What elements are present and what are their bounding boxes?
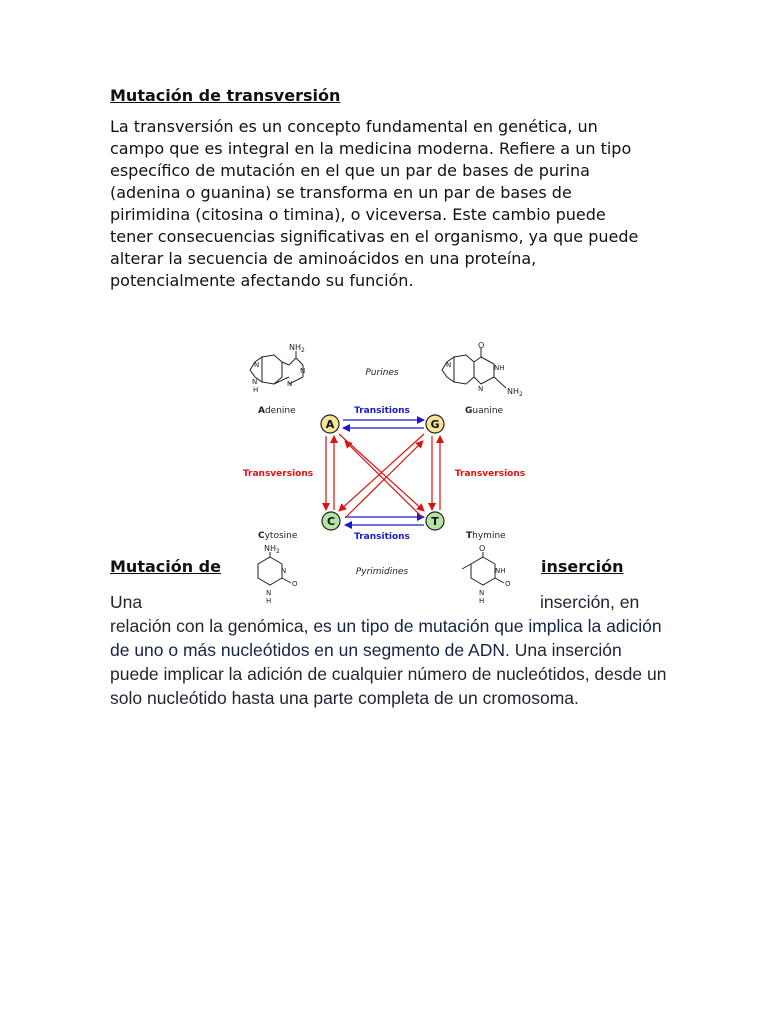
purines-label: Purines [365, 368, 399, 378]
guanine-label: Guanine [465, 406, 504, 416]
node-t [426, 512, 444, 530]
text-part-b: es un tipo de mutación que implica la adición de uno o más nucleótidos en un segmento de ADN. [110, 616, 662, 660]
section2-heading-left: Mutación de [110, 557, 221, 576]
thymine-o: O [479, 544, 486, 553]
text-part-a: relación con la genómica, [110, 616, 314, 636]
cytosine-n: N [281, 567, 287, 575]
transitions-label-top: Transitions [354, 406, 410, 416]
text-part-c: Una inserción puede implicar la adición de cualquier número de nucleótidos, desde un solo nucleótido hasta una parte completa de un cromosoma. [110, 640, 667, 708]
node-c [322, 512, 340, 530]
node-g [426, 415, 444, 433]
guanine-o: O [478, 341, 485, 350]
adenine-h: H [253, 386, 259, 394]
svg-text:G: G [430, 418, 440, 431]
transversions-label-right: Transversions [454, 469, 526, 479]
thymine-h: H [479, 597, 485, 605]
cytosine-n1: N [266, 589, 272, 597]
adenine-label: Adenine [258, 406, 296, 416]
svg-text:C: C [326, 515, 336, 528]
line1-right: inserción, en [540, 592, 640, 612]
cytosine-label: Cytosine [258, 531, 298, 541]
transitions-label-bottom: Transitions [354, 532, 410, 542]
adenine-nh: N [252, 378, 258, 386]
node-a [321, 415, 339, 433]
thymine-n: N [479, 589, 485, 597]
svg-text:A: A [325, 418, 335, 431]
transversions-label-left: Transversions [242, 469, 314, 479]
adenine-n2: N [300, 367, 306, 375]
thymine-o2: O [505, 580, 511, 588]
thymine-label: Thymine [466, 531, 506, 541]
adenine-nh2: $NH_2$ [289, 343, 305, 354]
cytosine-nh2: $NH_2$ [264, 544, 280, 555]
section1-paragraph: La transversión es un concepto fundamental en genética, un campo que es integral en la medicina moderna. Refiere a un tipo específico de mutación en el que un par de bases de purina (adenina o guanina) se transforma en un par de bases de pirimidina (citosina o timina), o viceversa. Este cambio puede tener consecuencias significativas en el organismo, ya que puede alterar la secuencia de aminoácidos en una proteína, potencialmente afectando su función. [110, 117, 639, 290]
line1-left: Una [110, 592, 143, 612]
pyrimidines-label: Pyrimidines [355, 567, 409, 577]
guanine-nh: NH [494, 364, 505, 372]
adenine-n3: N [287, 380, 293, 388]
thymine-nh: NH [495, 567, 506, 575]
cytosine-h: H [266, 597, 272, 605]
guanine-n: N [478, 385, 484, 393]
cytosine-o: O [292, 580, 298, 588]
svg-text:T: T [431, 515, 439, 528]
guanine-nh2: $NH_2$ [507, 387, 523, 398]
adenine-n1: N [254, 361, 260, 369]
transition-transversion-figure [232, 332, 538, 609]
section1-heading: Mutación de transversión [110, 86, 341, 105]
guanine-n2: N [446, 361, 452, 369]
section2-heading-right: inserción [541, 557, 624, 576]
